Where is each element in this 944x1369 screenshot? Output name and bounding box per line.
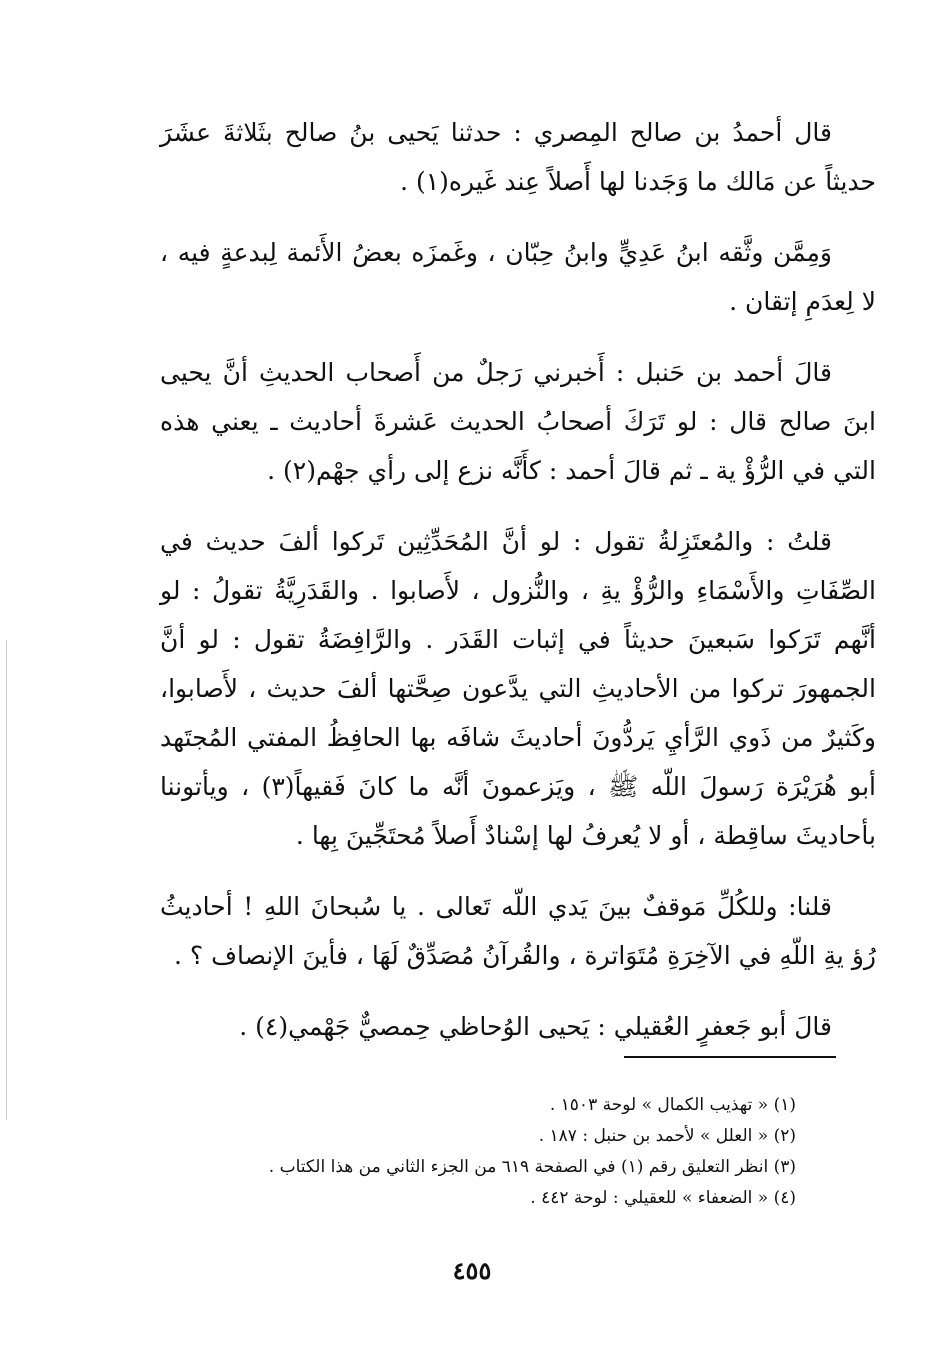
main-text	[160, 108, 876, 1051]
paragraph-5: قلنا: وللكُلِّ مَوقفٌ بينَ يَدي اللّه تَعالى . يا سُبحانَ اللهِ ! أحاديثُ رُؤ يةِ اللّهِ في الآخِرَةِ مُتَوَاترة ، والقُرآنُ مُصَدِّقٌ لَهَا ، فأينَ الإنصاف ؟ .	[160, 892, 876, 970]
paragraph-6: قالَ أبو جَعفرٍ العُقيلي : يَحيى الوُحاظي حِمصيٌّ جَهْمي(٤) .	[239, 1012, 832, 1041]
footnote-2: (٢) « العلل » لأحمد بن حنبل : ١٨٧ .	[538, 1126, 796, 1146]
paragraph-2: وَمِمَّن وثَّقه ابنُ عَدِيٍّ وابنُ حِبّان ، وغَمزَه بعضُ الأَئمة لِبدعةٍ فيه ، لا لِعدَمِ إتقان .	[160, 238, 876, 316]
page-number: ٤٥٥	[452, 1256, 492, 1285]
footnote-4: (٤) « الضعفاء » للعقيلي : لوحة ٤٤٢ .	[530, 1188, 796, 1208]
footnote-1: (١) « تهذيب الكمال » لوحة ١٥٠٣ .	[549, 1095, 796, 1115]
footnotes	[200, 1090, 796, 1214]
footnote-3: (٣) انظر التعليق رقم (١) في الصفحة ٦١٩ من الجزء الثاني من هذا الكتاب .	[268, 1157, 796, 1177]
paragraph-4: قلتُ : والمُعتَزِلةُ تقول : لو أنَّ المُحَدِّثِين تَركوا ألفَ حديث في الصِّفَاتِ والأَسْمَاءِ والرُّؤْ يةِ ، والنُّزول ، لأَصابوا . والقَدَرِيَّةُ تقولُ : لو أنَّهم تَرَكوا سَبعينَ حديثاً في إثبات القَدَر . والرَّافِضَةُ تقول : لو أنَّ الجمهورَ تركوا من الأحاديثِ التي يدَّعون صِحَّتها ألفَ حديث ، لأَصابوا، وكَثيرٌ من ذَوي الرَّأيِ يَردُّونَ أحاديثَ شافَه بها الحافِظُ المفتي المُجتَهد أبو هُرَيْرَة رَسولَ اللّه ﷺ ، ويَزعمونَ أنَّه ما كانَ فَقيهاً(٣) ، ويأتوننا بأحاديثَ ساقِطة ، أو لا يُعرفُ لها إسْنادٌ أَصلاً مُحتَجِّينَ بِها .	[160, 527, 876, 850]
footnote-separator	[624, 1056, 836, 1058]
paragraph-3: قالَ أحمد بن حَنبل : أَخبرني رَجلٌ من أَصحاب الحديثِ أنَّ يحيى ابنَ صالح قال : لو تَرَكَ أصحابُ الحديث عَشرةَ أحاديث ـ يعني هذه التي في الرُّؤْ ية ـ ثم قالَ أحمد : كأَنَّه نزع إلى رأي جهْم(٢) .	[160, 358, 876, 485]
paragraph-1: قال أحمدُ بن صالح المِصري : حدثنا يَحيى بنُ صالح بثَلاثةَ عشَرَ حديثاً عن مَالك ما وَجَدنا لها أَصلاً عِند غَيره(١) .	[160, 118, 876, 196]
scan-margin-line	[6, 640, 7, 1120]
